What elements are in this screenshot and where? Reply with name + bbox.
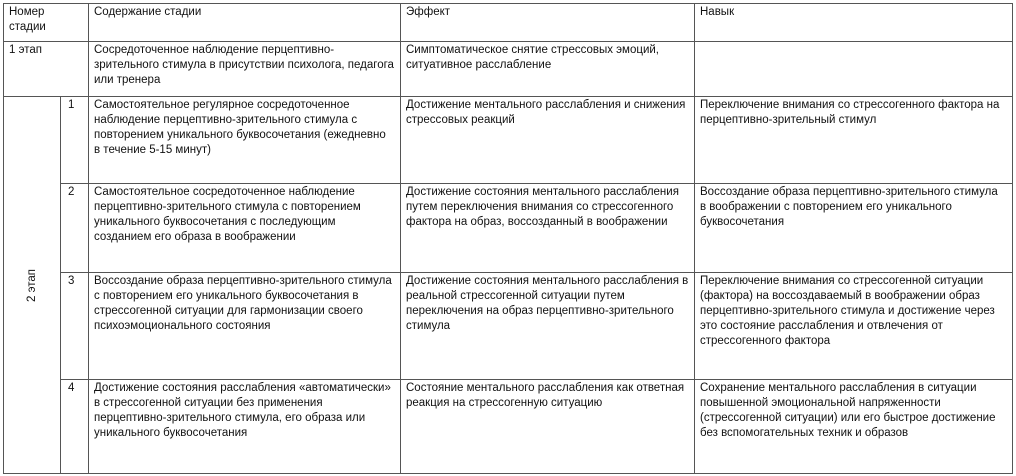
table-row-stage2-4 (4, 380, 1013, 474)
stage2-label: 2 этап (25, 268, 38, 302)
table-row-stage2-3 (4, 273, 1013, 380)
stage2-row3-skill: Переключение внимания со стрессогенной ситуации (фактора) на воссоздаваемый в воображении образ перцептивно-зрительного стимула и достижение через это состояние расслабления и отвлечения от стрессогенного фактора (695, 273, 1013, 380)
stage2-row1-skill: Переключение внимания со стрессогенного фактора на перцептивно-зрительный стимул (695, 97, 1013, 184)
stage1-content: Сосредоточенное наблюдение перцептивно-зрительного стимула в присутствии психолога, педагога или тренера (89, 42, 401, 97)
stage2-row1-num: 1 (61, 97, 89, 184)
stage2-row1-effect: Достижение ментального расслабления и снижения стрессовых реакций (401, 97, 695, 184)
stage2-row3-content: Воссоздание образа перцептивно-зрительного стимула с повторением его уникального буквосочетания в стрессогенной ситуации для гармонизации своего психоэмоционального состояния (89, 273, 401, 380)
header-stage-no: Номер стадии (4, 4, 89, 42)
stage2-row4-num: 4 (61, 380, 89, 474)
header-content: Содержание стадии (89, 4, 401, 42)
stage2-row4-content: Достижение состояния расслабления «автоматически» в стрессогенной ситуации без применения перцептивно-зрительного стимула, его образа или уникального буквосочетания (89, 380, 401, 474)
stage2-row4-skill: Сохранение ментального расслабления в ситуации повышенной эмоциональной напряженности (стрессогенной ситуации) или его быстрое достижение без вспомогательных техник и образов (695, 380, 1013, 474)
stage2-row2-content: Самостоятельное сосредоточенное наблюдение перцептивно-зрительного стимула с повторением уникального буквосочетания с последующим созданием его образа в воображении (89, 184, 401, 273)
stage1-effect: Симптоматическое снятие стрессовых эмоций, ситуативное расслабление (401, 42, 695, 97)
header-effect: Эффект (401, 4, 695, 42)
stage2-row2-effect: Достижение состояния ментального расслабления путем переключения внимания со стрессогенного фактора на образ, воссозданный в воображении (401, 184, 695, 273)
stage2-row3-num: 3 (61, 273, 89, 380)
stage2-label-cell (4, 97, 61, 474)
stage2-row1-content: Самостоятельное регулярное сосредоточенное наблюдение перцептивно-зрительного стимула с повторением уникального буквосочетания (ежедневно в течение 5-15 минут) (89, 97, 401, 184)
stage2-row4-effect: Состояние ментального расслабления как ответная реакция на стрессогенную ситуацию (401, 380, 695, 474)
table-row-stage2-1 (4, 97, 1013, 184)
stage2-row2-num: 2 (61, 184, 89, 273)
stage1-label: 1 этап (4, 42, 89, 97)
stages-table (3, 3, 1013, 474)
table-row-stage1 (4, 42, 1013, 97)
stage2-row2-skill: Воссоздание образа перцептивно-зрительного стимула в воображении с повторением его уникального буквосочетания (695, 184, 1013, 273)
stage1-skill (695, 42, 1013, 97)
header-row (4, 4, 1013, 42)
stage2-row3-effect: Достижение состояния ментального расслабления в реальной стрессогенной ситуации путем переключения на образ перцептивно-зрительного стимула (401, 273, 695, 380)
header-skill: Навык (695, 4, 1013, 42)
table-row-stage2-2 (4, 184, 1013, 273)
